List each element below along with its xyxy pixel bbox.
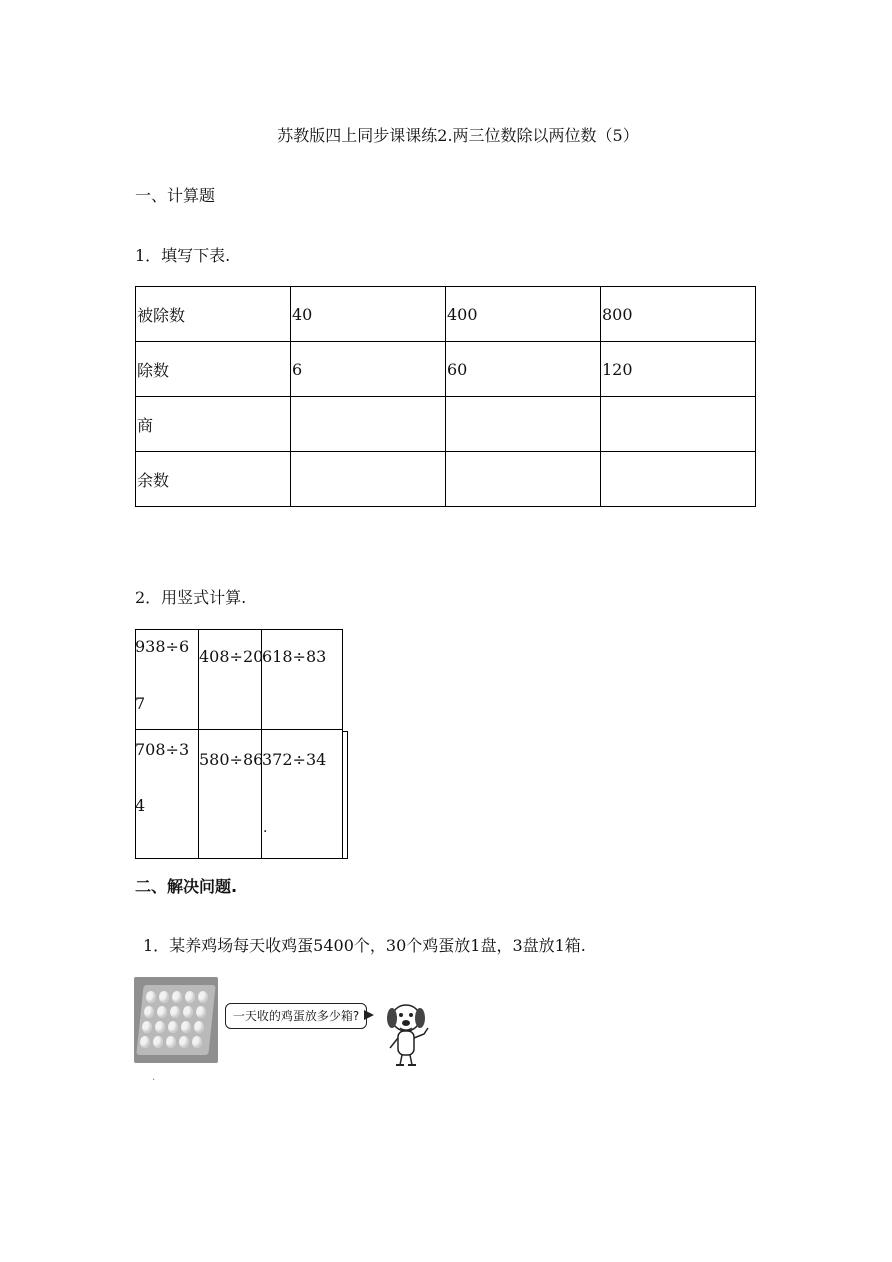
fill-in-table xyxy=(135,286,756,507)
answer-cell[interactable] xyxy=(446,452,601,507)
speech-bubble-tail xyxy=(364,1010,374,1020)
calc-problem: 708÷3 xyxy=(135,740,190,759)
table-cell: 被除数 xyxy=(136,287,291,342)
table-row-quotient xyxy=(136,397,756,452)
answer-cell[interactable] xyxy=(291,397,446,452)
question-2-label: 2．用竖式计算. xyxy=(135,588,247,607)
table-row-divisor xyxy=(136,342,756,397)
table-row-dividend xyxy=(136,287,756,342)
table-cell: 除数 xyxy=(136,342,291,397)
problem-1-text: 1．某养鸡场每天收鸡蛋5400个，30个鸡蛋放1盘，3盘放1箱. xyxy=(143,936,586,955)
cartoon-dog-icon xyxy=(378,998,434,1068)
calc-problem: 938÷6 xyxy=(135,637,190,656)
calc-problem: 372÷34 xyxy=(262,750,327,769)
table-cell: 400 xyxy=(446,287,601,342)
grid-border-extension xyxy=(342,731,348,859)
question-1-label: 1．填写下表. xyxy=(135,246,231,265)
answer-cell[interactable] xyxy=(446,397,601,452)
calc-problem-wrap: 7 xyxy=(135,694,146,713)
table-cell: 6 xyxy=(291,342,446,397)
table-cell: 40 xyxy=(291,287,446,342)
answer-cell[interactable] xyxy=(601,452,756,507)
stray-dot: . xyxy=(263,820,268,836)
calc-cell-6[interactable] xyxy=(261,729,343,859)
table-row-remainder xyxy=(136,452,756,507)
calc-cell-2[interactable] xyxy=(198,629,262,730)
table-cell: 800 xyxy=(601,287,756,342)
stray-mark: . xyxy=(152,1072,156,1083)
calc-problem: 618÷83 xyxy=(262,647,327,666)
calc-cell-5[interactable] xyxy=(198,729,262,859)
answer-cell[interactable] xyxy=(291,452,446,507)
table-cell: 60 xyxy=(446,342,601,397)
page-title: 苏教版四上同步课课练2.两三位数除以两位数（5） xyxy=(277,126,639,145)
table-cell: 余数 xyxy=(136,452,291,507)
section-heading-calculation: 一、计算题 xyxy=(135,186,216,205)
section-heading-problem-solving: 二、解决问题. xyxy=(135,877,238,896)
calc-cell-3[interactable] xyxy=(261,629,343,730)
calc-problem-wrap: 4 xyxy=(135,796,146,815)
table-cell: 商 xyxy=(136,397,291,452)
egg-tray-image xyxy=(134,977,218,1063)
answer-cell[interactable] xyxy=(601,397,756,452)
calc-problem: 408÷20 xyxy=(199,647,264,666)
table-cell: 120 xyxy=(601,342,756,397)
calc-problem: 580÷86 xyxy=(199,750,264,769)
speech-bubble: 一天收的鸡蛋放多少箱? xyxy=(225,1003,367,1029)
